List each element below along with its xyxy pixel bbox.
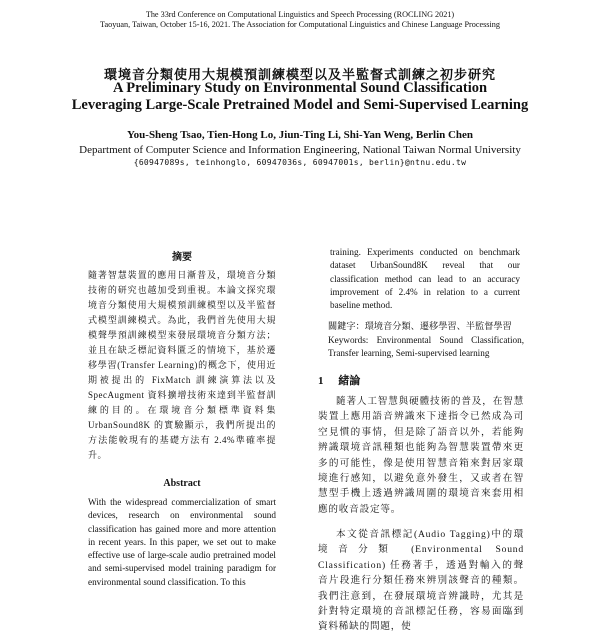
abstract-en-heading: Abstract: [163, 478, 201, 489]
abstract-zh-heading: 摘要: [172, 252, 192, 263]
author-affiliation: Department of Computer Science and Information Engineering, National Taiwan Normal University: [79, 144, 521, 156]
conference-line-2: Taoyuan, Taiwan, October 15-16, 2021. The Association for Computational Linguistics and Chinese Language Processing: [100, 20, 500, 29]
abstract-en-text: With the widespread commercialization of smart devices, research on environmental sound classification has gained more and more attention in recent years. In this paper, we set out to make effective use of large-scale audio pretrained model and semi-supervised model training paradigm for environmental sound classification. To this: [88, 497, 276, 587]
intro-paragraph-1: 隨著人工智慧與硬體技術的普及，在智慧裝置上應用語音辨識來下達指令已然成為司空見慣的事情，但是除了語音以外，若能夠辨識環境音訊種類也能夠為智慧裝置帶來更多的可能性，像是使用智慧音箱來對居家環境進行感知，以避免意外發生，又或者在智慧型手機上透過辨識周圍的環境音來套用相應的收音設定等。: [318, 396, 524, 515]
intro-section-heading: [318, 372, 360, 388]
conference-header: [0, 10, 600, 30]
keywords-en: Keywords: Environmental Sound Classification, Transfer learning, Semi-supervised learning: [328, 334, 524, 358]
keywords-block: [318, 320, 524, 361]
author-emails: {60947089s, teinhonglo, 60947036s, 60947001s, berlin}@ntnu.edu.tw: [133, 158, 467, 167]
conference-line-1: The 33rd Conference on Computational Linguistics and Speech Processing (ROCLING 2021): [145, 10, 455, 19]
intro-paragraph-2: 本文從音訊標記(Audio Tagging)中的環境音分類 (Environmental Sound Classification) 任務著手，透過對輸入的聲音片段進行分類任務來辨別該聲音的種類。我們注意到，在發展環境音辨識時，尤其是針對特定環境的音訊標記任務，容易面臨到資料稀缺的問題，使: [318, 529, 524, 633]
author-list: You-Sheng Tsao, Tien-Hong Lo, Jiun-Ting Li, Shi-Yan Weng, Berlin Chen: [126, 129, 474, 141]
abstract-en-continuation: training. Experiments conducted on benchmark dataset UrbanSound8K reveal that our classification method can lead to an accuracy improvement of 2.4% in relation to a current baseline method.: [330, 247, 520, 311]
title-chinese: 環境音分類使用大規模預訓練模型以及半監督式訓練之初步研究: [103, 67, 496, 82]
title-english-line-2: Leveraging Large-Scale Pretrained Model and Semi-Supervised Learning: [71, 97, 529, 113]
section-title: 緒論: [338, 375, 361, 387]
keywords-zh: 關鍵字：環境音分類、遷移學習、半監督學習: [328, 321, 512, 331]
section-number: 1: [318, 375, 324, 387]
title-english-line-1: A Preliminary Study on Environmental Sound Classification: [112, 80, 488, 96]
title-english: [0, 80, 600, 114]
abstract-zh-text: 隨著智慧裝置的應用日漸普及，環境音分類技術的研究也越加受到重視。本論文探究環境音分類使用大規模預訓練模型以及半監督式模型訓練模式。為此，我們首先使用大規模聲學預訓練模型來發展環境音分類方法；並且在缺乏標記資料匱乏的情境下，基於遷移學習(Transfer Learning)的概念下，使用近期被提出的 FixMatch 訓練演算法以及 SpecAugment 資料擴增技術來達到半監督訓練的目的。在環境音分類標準資料集 UrbanSound8K 的實驗顯示，我們所提出的方法能較現有的基礎方法有 2.4%準確率提升。: [88, 270, 276, 460]
